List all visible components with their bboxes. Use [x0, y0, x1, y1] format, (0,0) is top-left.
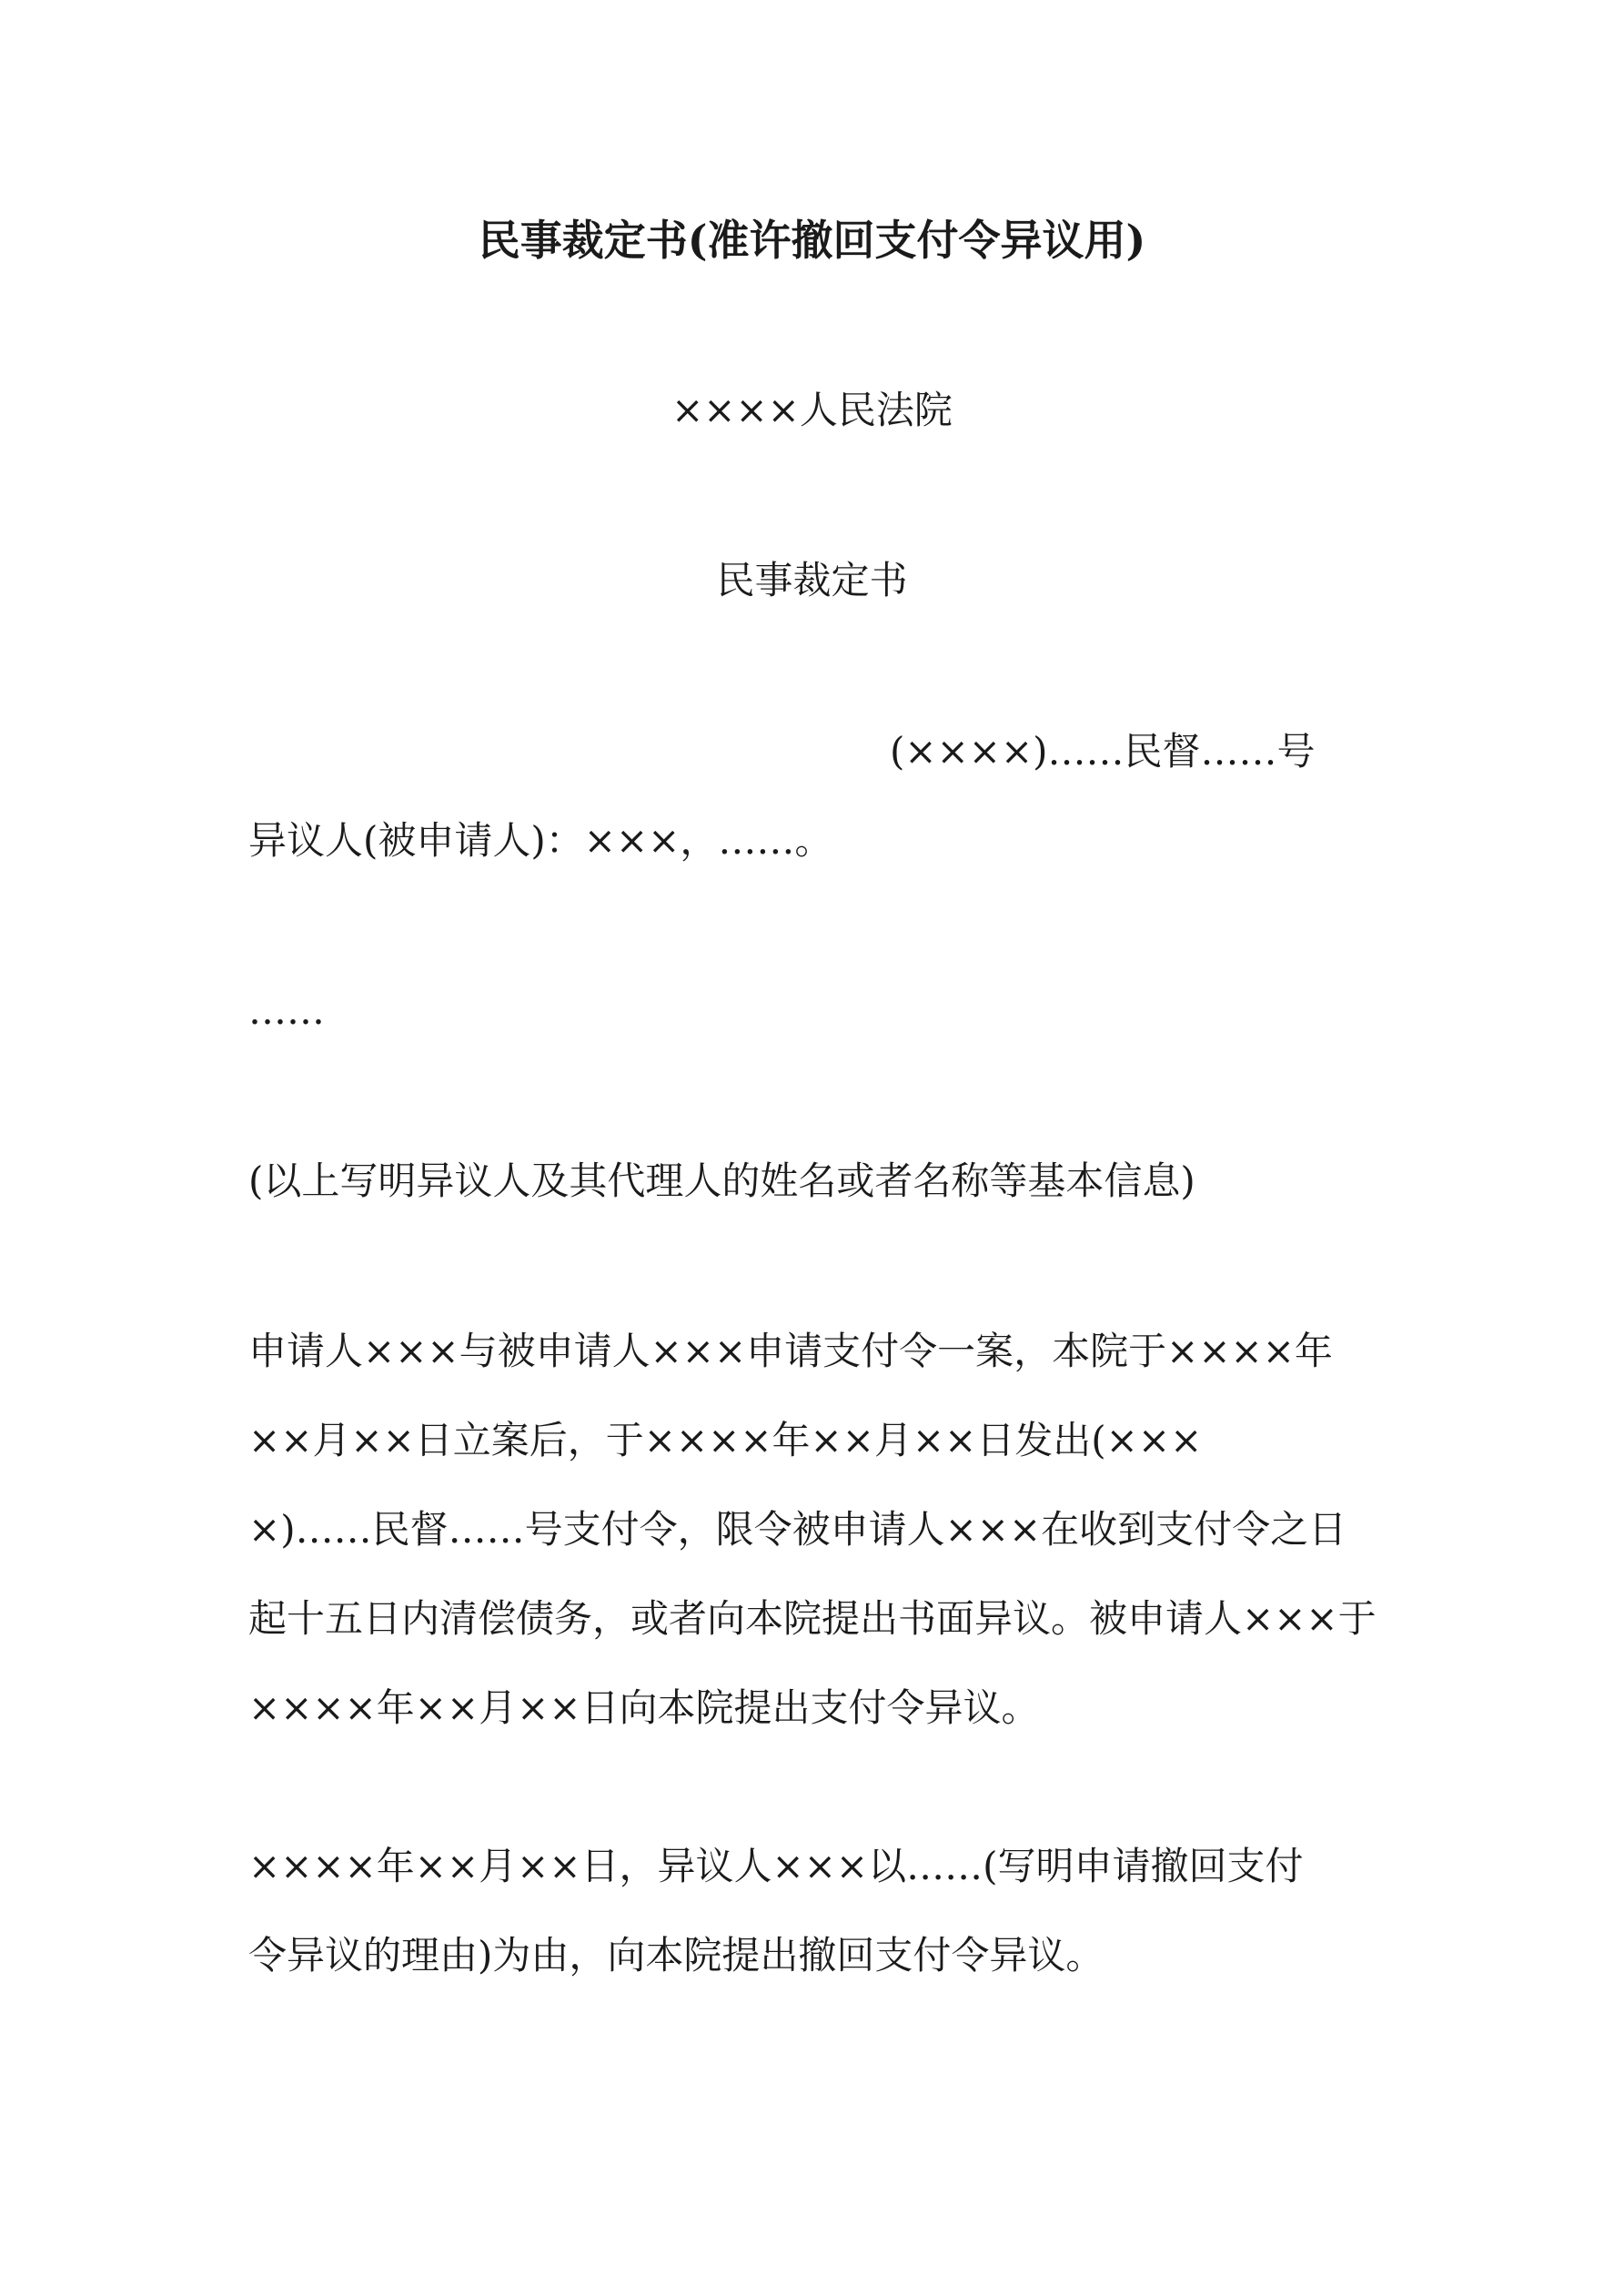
- document-title: 民事裁定书(准许撤回支付令异议用): [478, 216, 1146, 265]
- paragraph-line: ××××年××月××日，异议人×××以……(写明申请撤回支付: [248, 1844, 1304, 1888]
- party-line: 异议人(被申请人)：×××，……。: [248, 818, 833, 863]
- case-number: (××××)……民督……号: [890, 729, 1316, 774]
- note-line: (以上写明异议人及其代理人的姓名或者名称等基本信息): [248, 1158, 1195, 1203]
- court-name: ××××人民法院: [671, 388, 953, 432]
- paragraph-line: ××月××日立案后，于××××年××月××日发出(×××: [248, 1418, 1203, 1462]
- paragraph-line: 申请人×××与被申请人×××申请支付令一案，本院于××××年: [248, 1329, 1333, 1373]
- paragraph-line: ××××年××月××日向本院提出支付令异议。: [248, 1685, 1040, 1730]
- paragraph-line: ×)……民督……号支付令，限令被申请人×××在收到支付令之日: [248, 1507, 1347, 1552]
- ellipsis-line: ……: [248, 988, 325, 1033]
- paragraph-line: 令异议的理由)为由，向本院提出撤回支付令异议。: [248, 1933, 1105, 1977]
- paragraph-line: 起十五日内清偿债务，或者向本院提出书面异议。被申请人×××于: [248, 1596, 1377, 1641]
- document-type: 民事裁定书: [716, 558, 908, 602]
